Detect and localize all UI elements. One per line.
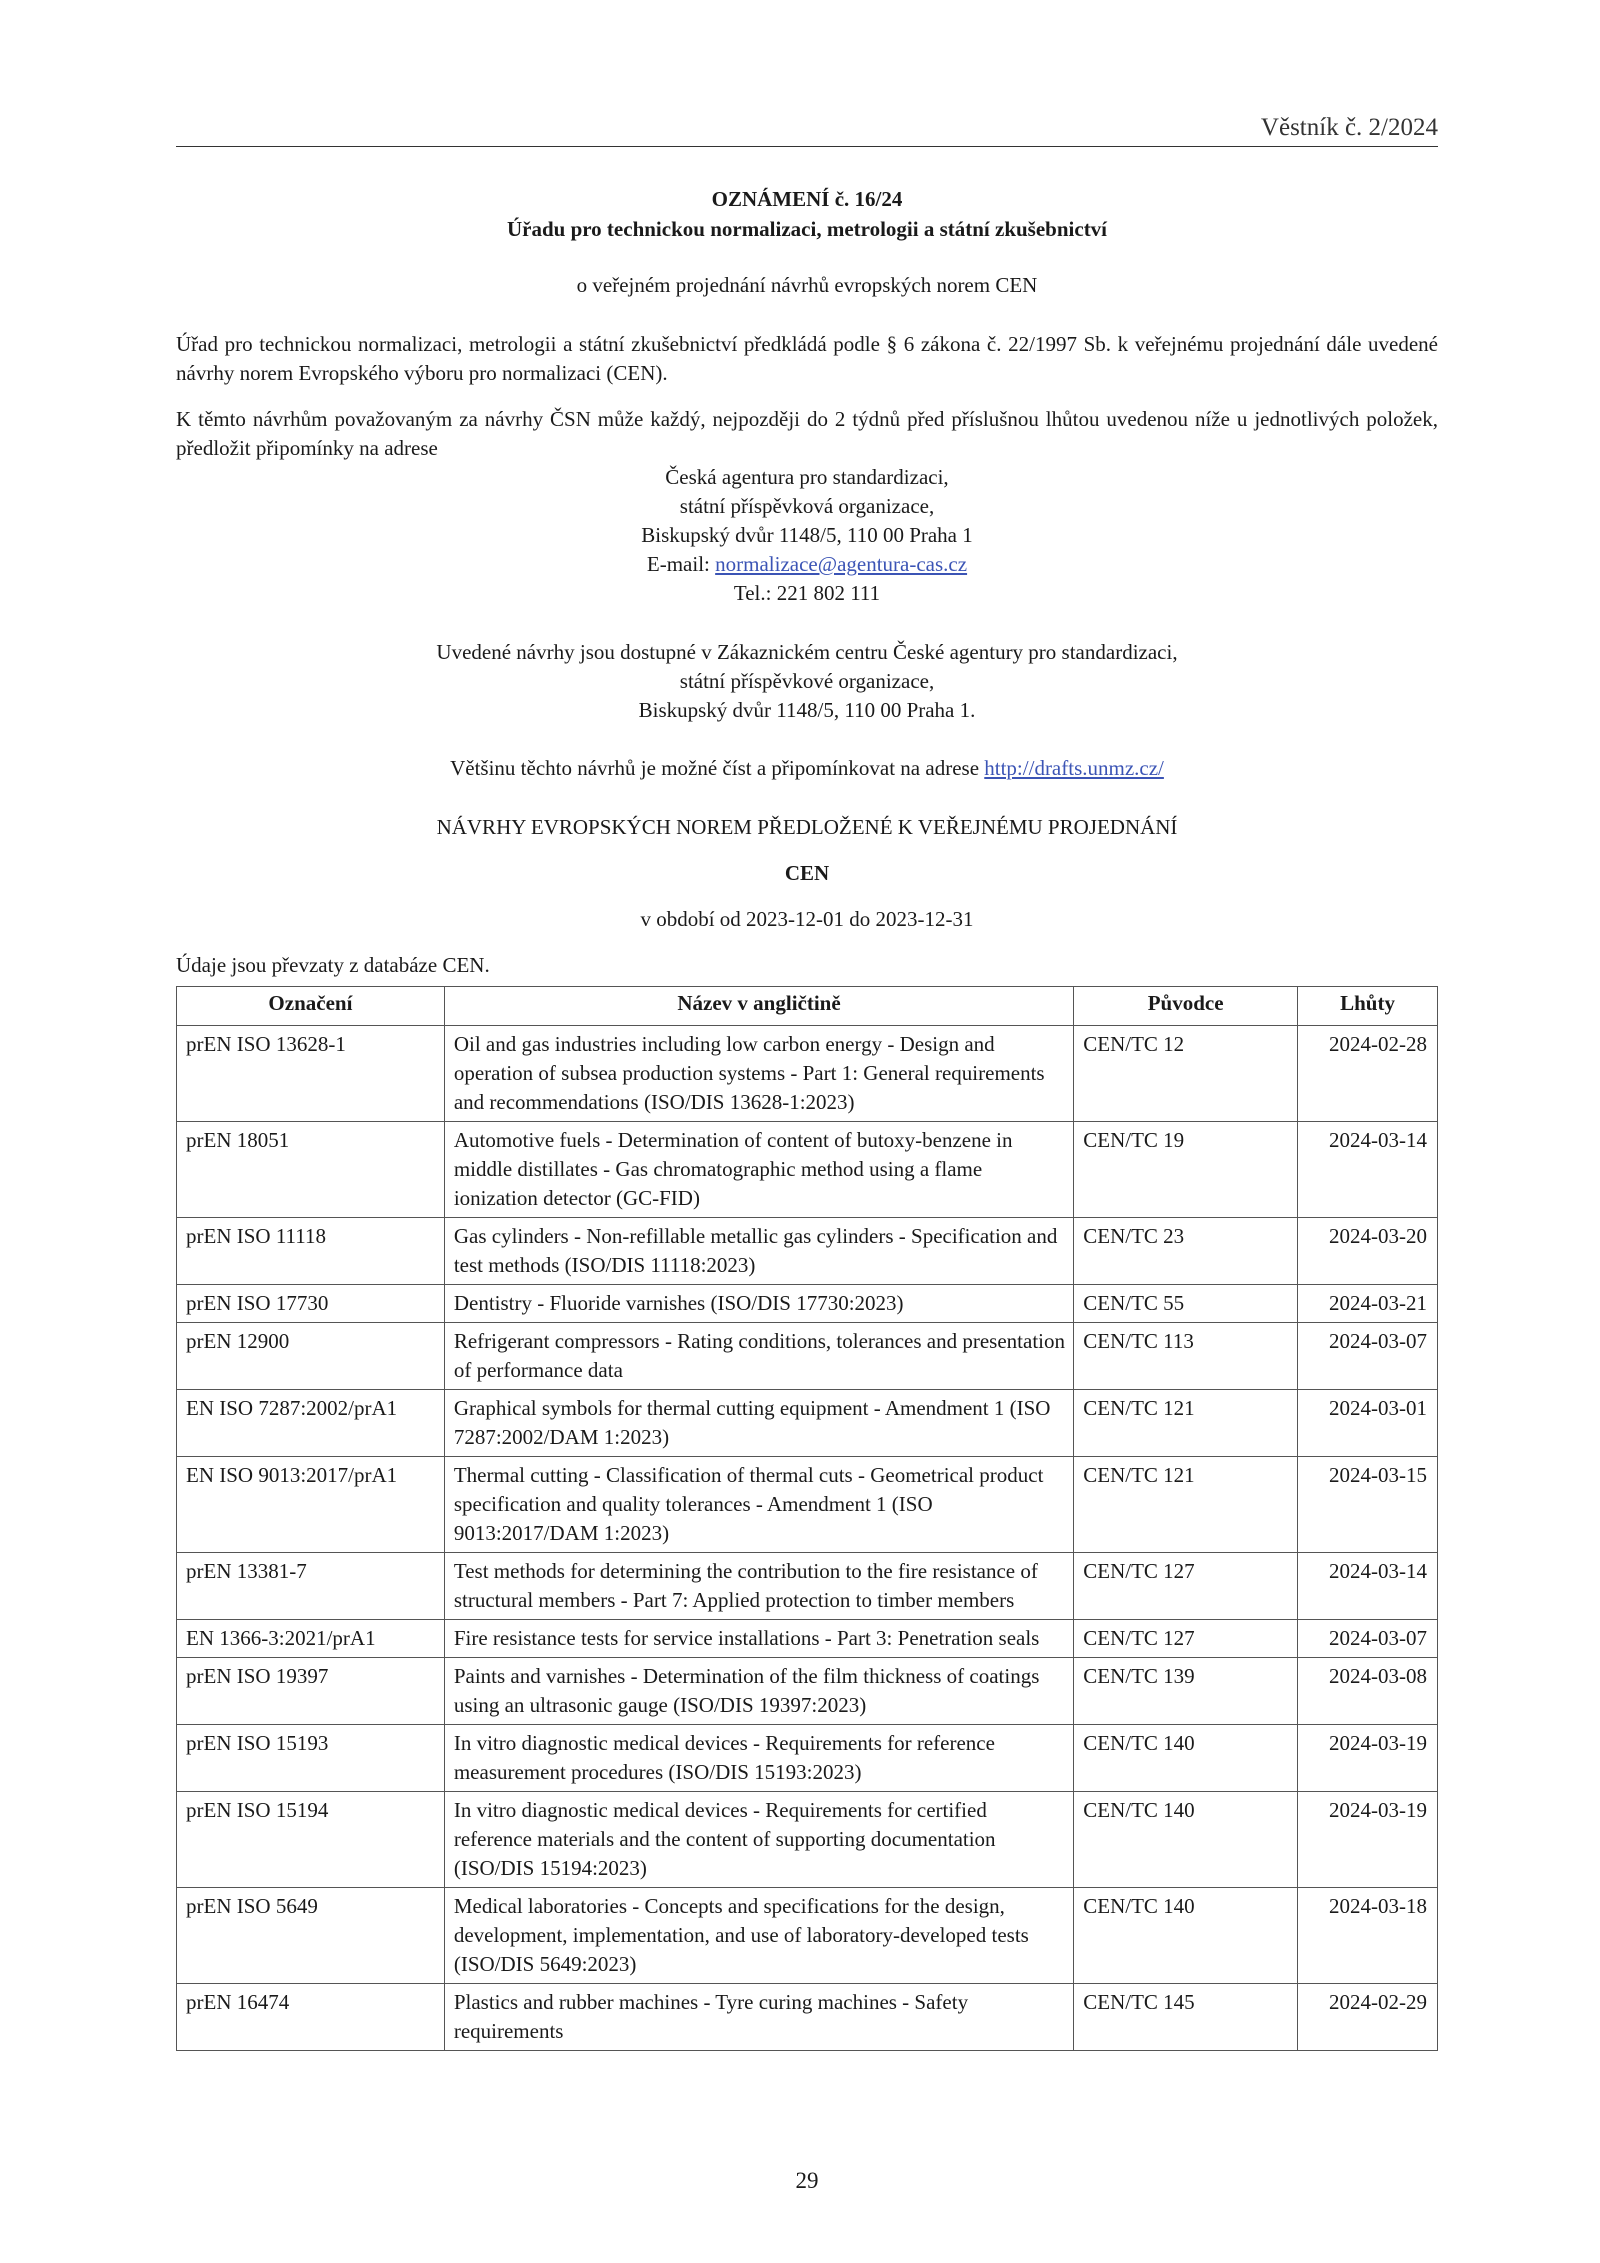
section-org: CEN <box>784 861 830 885</box>
deadline-cell: 2024-03-08 <box>1298 1658 1438 1725</box>
deadline-cell: 2024-03-20 <box>1298 1218 1438 1285</box>
comments-paragraph: K těmto návrhům považovaným za návrhy ČSN může každý, nejpozději do 2 týdnů před příslušnou lhůtou uvedenou níže u jednotlivých položek, předložit připomínky na adrese <box>176 407 1438 460</box>
designation-cell: prEN 12900 <box>177 1323 445 1390</box>
designation-cell: EN ISO 7287:2002/prA1 <box>177 1390 445 1457</box>
table-row <box>177 1658 1438 1725</box>
title-cell: In vitro diagnostic medical devices - Requirements for certified reference materials and the content of supporting documentation (ISO/DIS 15194:2023) <box>444 1792 1073 1888</box>
deadline-cell: 2024-03-19 <box>1298 1725 1438 1792</box>
table-row <box>177 1285 1438 1323</box>
table-row <box>177 1888 1438 1984</box>
deadline-cell: 2024-03-14 <box>1298 1553 1438 1620</box>
section-period: v období od 2023-12-01 do 2023-12-31 <box>640 907 974 931</box>
drafts-table <box>176 986 1438 2051</box>
title-cell: Oil and gas industries including low carbon energy - Design and operation of subsea production systems - Part 1: General requirements and recommendations (ISO/DIS 13628-1:2023) <box>444 1026 1073 1122</box>
drafts-link[interactable]: http://drafts.unmz.cz/ <box>984 756 1164 780</box>
availability-line: státní příspěvkové organizace, <box>679 669 935 693</box>
deadline-cell: 2024-03-15 <box>1298 1457 1438 1553</box>
deadline-cell: 2024-03-01 <box>1298 1390 1438 1457</box>
phone-line: Tel.: 221 802 111 <box>733 581 881 605</box>
table-row <box>177 1792 1438 1888</box>
originator-cell: CEN/TC 139 <box>1074 1658 1298 1725</box>
email-link[interactable]: normalizace@agentura-cas.cz <box>715 552 968 576</box>
title-cell: Fire resistance tests for service installations - Part 3: Penetration seals <box>444 1620 1073 1658</box>
designation-cell: prEN 16474 <box>177 1984 445 2051</box>
email-label: E-mail: <box>646 552 716 576</box>
deadline-cell: 2024-03-19 <box>1298 1792 1438 1888</box>
availability-line: Uvedené návrhy jsou dostupné v Zákaznickém centru České agentury pro standardizaci, <box>436 640 1178 664</box>
table-row <box>177 1390 1438 1457</box>
journal-issue: Věstník č. 2/2024 <box>1260 114 1438 141</box>
table-row <box>177 1620 1438 1658</box>
intro-paragraph: Úřad pro technickou normalizaci, metrologii a státní zkušebnictví předkládá podle § 6 zákona č. 22/1997 Sb. k veřejnému projednání dále uvedené návrhy norem Evropského výboru pro normalizaci (CEN). <box>176 332 1438 385</box>
table-row <box>177 1218 1438 1285</box>
title-cell: Refrigerant compressors - Rating conditions, tolerances and presentation of performance data <box>444 1323 1073 1390</box>
title-cell: Test methods for determining the contribution to the fire resistance of structural members - Part 7: Applied protection to timber members <box>444 1553 1073 1620</box>
designation-cell: EN 1366-3:2021/prA1 <box>177 1620 445 1658</box>
table-row <box>177 1984 1438 2051</box>
designation-cell: prEN ISO 19397 <box>177 1658 445 1725</box>
table-row <box>177 1553 1438 1620</box>
originator-cell: CEN/TC 140 <box>1074 1792 1298 1888</box>
drafts-note <box>176 754 1438 783</box>
deadline-cell: 2024-03-21 <box>1298 1285 1438 1323</box>
title-cell: Gas cylinders - Non-refillable metallic gas cylinders - Specification and test methods (ISO/DIS 11118:2023) <box>444 1218 1073 1285</box>
announcement-title <box>176 184 1438 244</box>
originator-cell: CEN/TC 113 <box>1074 1323 1298 1390</box>
title-cell: Plastics and rubber machines - Tyre curing machines - Safety requirements <box>444 1984 1073 2051</box>
designation-cell: prEN ISO 11118 <box>177 1218 445 1285</box>
originator-cell: CEN/TC 12 <box>1074 1026 1298 1122</box>
issuing-office: Úřadu pro technickou normalizaci, metrologii a státní zkušebnictví <box>506 217 1108 241</box>
title-cell: Medical laboratories - Concepts and specifications for the design, development, implementation, and use of laboratory-developed tests (ISO/DIS 5649:2023) <box>444 1888 1073 1984</box>
column-header-designation: Označení <box>177 987 445 1026</box>
designation-cell: EN ISO 9013:2017/prA1 <box>177 1457 445 1553</box>
column-header-title: Název v angličtině <box>444 987 1073 1026</box>
announcement-subject: o veřejném projednání návrhů evropských norem CEN <box>576 273 1038 297</box>
title-cell: Paints and varnishes - Determination of the film thickness of coatings using an ultrasonic gauge (ISO/DIS 19397:2023) <box>444 1658 1073 1725</box>
originator-cell: CEN/TC 121 <box>1074 1457 1298 1553</box>
designation-cell: prEN ISO 5649 <box>177 1888 445 1984</box>
originator-cell: CEN/TC 55 <box>1074 1285 1298 1323</box>
originator-cell: CEN/TC 127 <box>1074 1553 1298 1620</box>
originator-cell: CEN/TC 140 <box>1074 1888 1298 1984</box>
email-line <box>176 550 1438 579</box>
originator-cell: CEN/TC 140 <box>1074 1725 1298 1792</box>
deadline-cell: 2024-03-18 <box>1298 1888 1438 1984</box>
title-cell: In vitro diagnostic medical devices - Requirements for reference measurement procedures (ISO/DIS 15193:2023) <box>444 1725 1073 1792</box>
originator-cell: CEN/TC 121 <box>1074 1390 1298 1457</box>
table-row <box>177 1457 1438 1553</box>
title-cell: Dentistry - Fluoride varnishes (ISO/DIS 17730:2023) <box>444 1285 1073 1323</box>
address-line: Česká agentura pro standardizaci, <box>665 465 949 489</box>
comments-address <box>176 463 1438 608</box>
column-header-deadline: Lhůty <box>1298 987 1438 1026</box>
column-header-originator: Původce <box>1074 987 1298 1026</box>
deadline-cell: 2024-02-29 <box>1298 1984 1438 2051</box>
deadline-cell: 2024-03-07 <box>1298 1620 1438 1658</box>
drafts-text: Většinu těchto návrhů je možné číst a připomínkovat na adrese <box>450 756 985 780</box>
address-line: státní příspěvková organizace, <box>679 494 935 518</box>
originator-cell: CEN/TC 23 <box>1074 1218 1298 1285</box>
availability-line: Biskupský dvůr 1148/5, 110 00 Praha 1. <box>638 698 976 722</box>
originator-cell: CEN/TC 19 <box>1074 1122 1298 1218</box>
table-row <box>177 1026 1438 1122</box>
originator-cell: CEN/TC 127 <box>1074 1620 1298 1658</box>
deadline-cell: 2024-03-14 <box>1298 1122 1438 1218</box>
table-row <box>177 1725 1438 1792</box>
deadline-cell: 2024-03-07 <box>1298 1323 1438 1390</box>
availability-note <box>176 638 1438 725</box>
designation-cell: prEN ISO 13628-1 <box>177 1026 445 1122</box>
designation-cell: prEN 13381-7 <box>177 1553 445 1620</box>
source-note: Údaje jsou převzaty z databáze CEN. <box>176 953 490 977</box>
designation-cell: prEN 18051 <box>177 1122 445 1218</box>
designation-cell: prEN ISO 17730 <box>177 1285 445 1323</box>
originator-cell: CEN/TC 145 <box>1074 1984 1298 2051</box>
title-cell: Graphical symbols for thermal cutting equipment - Amendment 1 (ISO 7287:2002/DAM 1:2023) <box>444 1390 1073 1457</box>
table-row <box>177 1122 1438 1218</box>
announcement-number: OZNÁMENÍ č. 16/24 <box>711 187 903 211</box>
table-row <box>177 1323 1438 1390</box>
page-header <box>176 112 1438 147</box>
designation-cell: prEN ISO 15193 <box>177 1725 445 1792</box>
address-line: Biskupský dvůr 1148/5, 110 00 Praha 1 <box>641 523 973 547</box>
page-number: 29 <box>795 2168 819 2193</box>
designation-cell: prEN ISO 15194 <box>177 1792 445 1888</box>
deadline-cell: 2024-02-28 <box>1298 1026 1438 1122</box>
title-cell: Thermal cutting - Classification of thermal cuts - Geometrical product specification and quality tolerances - Amendment 1 (ISO 9013:2017/DAM 1:2023) <box>444 1457 1073 1553</box>
title-cell: Automotive fuels - Determination of content of butoxy-benzene in middle distillates - Gas chromatographic method using a flame ionization detector (GC-FID) <box>444 1122 1073 1218</box>
table-header-row <box>177 987 1438 1026</box>
section-heading: NÁVRHY EVROPSKÝCH NOREM PŘEDLOŽENÉ K VEŘEJNÉMU PROJEDNÁNÍ <box>436 815 1178 839</box>
